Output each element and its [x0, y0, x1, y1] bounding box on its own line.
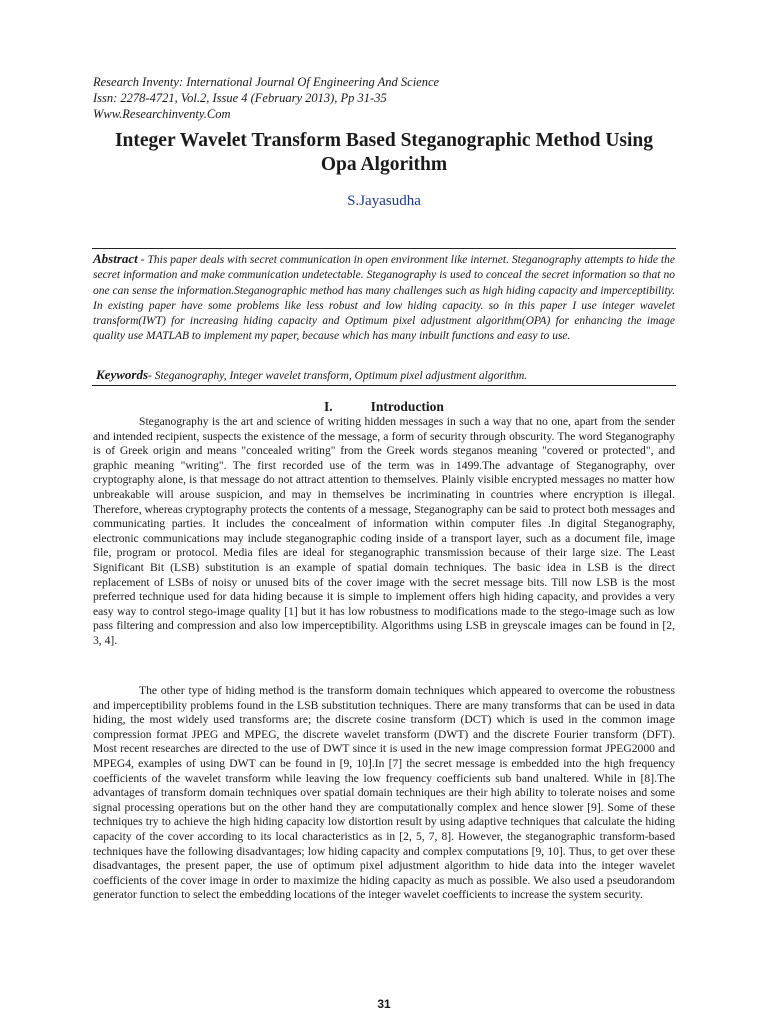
abstract-text: - This paper deals with secret communication in open environment like internet. Steganography attempts to hide the secret information and make communication undetectable. Steganography is used to conceal the secret information so that no one can sense the information.Steganographic method has many challenges such as high hiding capacity and imperceptibility. In existing paper have some problems like less robust and low hiding capacity. so in this paper I use integer wavelet transform(IWT) for increasing hiding capacity and Optimum pixel adjustment algorithm(OPA) for enhancing the image quality use MATLAB to implement my paper, because which has many inbuilt functions and easy to use.	[93, 254, 675, 343]
paragraph-text: The other type of hiding method is the transform domain techniques which appeared to overcome the robustness and imperceptibility problems found in the LSB substitution techniques. There are many transforms that can be used in data hiding, the most widely used transforms are; the discrete cosine transform (DCT) which is used in the common image compression format JPEG and MPEG, the discrete wavelet transform (DWT) and the discrete Fourier transform (DFT). Most recent researches are directed to the use of DWT since it is used in the new image compression format JPEG2000 and MPEG4, examples of using DWT can be found in [9, 10].In [7] the secret message is embedded into the high frequency coefficients of the wavelet transform while leaving the low frequency coefficients sub band unaltered. While in [8].The advantages of transform domain techniques over spatial domain techniques are their high ability to tolerate noises and some signal processing operations but on the other hand they are computationally complex and hence slower [9]. Some of these techniques try to achieve the high hiding capacity low distortion result by using adaptive techniques that calculate the hiding capacity of the cover according to its local characteristics as in [2, 5, 7, 8]. However, the steganographic transform-based techniques have the following disadvantages; low hiding capacity and complex computations [9, 10]. Thus, to get over these disadvantages, the present paper, the use of optimum pixel adjustment algorithm to hide data into the integer wavelet coefficients of the cover image in order to maximize the hiding capacity as much as possible. We also used a pseudorandom generator function to select the embedding locations of the integer wavelet coefficients to increase the system security.	[93, 684, 675, 902]
keywords	[96, 367, 676, 383]
paper-title	[80, 129, 688, 177]
journal-name: Research Inventy: International Journal Of Engineering And Science	[93, 75, 440, 89]
abstract	[93, 251, 675, 345]
journal-website: Www.Researchinventy.Com	[93, 107, 231, 121]
journal-header	[93, 74, 693, 122]
keywords-label: Keywords	[96, 367, 148, 382]
abstract-label: Abstract	[93, 251, 138, 266]
paragraph-text: Steganography is the art and science of writing hidden messages in such a way that no one, apart from the sender and intended recipient, suspects the existence of the message, a form of security through obscurity. The word Steganography is of Greek origin and means "concealed writing" from the Greek words steganos meaning "covered or protected", and graphic meaning "writing". The first recorded use of the term was in 1499.The advantage of Steganography, over cryptography alone, is that message do not attract attention to themselves. Plainly visible encrypted messages no matter how unbreakable will arouse suspicion, and may in themselves be incriminating in countries where encryption is illegal. Therefore, whereas cryptography protects the contents of a message, Steganography can be said to protect both messages and communicating parties. It includes the concealment of information within computer files .In digital Steganography, electronic communications may include steganographic coding inside of a transport layer, such as a document file, image file, program or protocol. Media files are ideal for steganographic transmission because of their large size. The Least Significant Bit (LSB) substitution is an example of spatial domain techniques. The basic idea in LSB is the direct replacement of LSBs of noisy or unused bits of the cover image with the secret message bits. Till now LSB is the most preferred technique used for data hiding because it is simple to implement offers high hiding capacity, and provides a very easy way to control stego-image quality [1] but it has low robustness to modifications made to the stego-image such as low pass filtering and compression and also low imperceptibility. Algorithms using LSB in greyscale images can be found in [2, 3, 4].	[93, 415, 675, 647]
body-paragraph-2	[93, 684, 675, 903]
author-name: S.Jayasudha	[347, 193, 421, 209]
page-number: 31	[377, 997, 391, 1011]
keywords-text: - Steganography, Integer wavelet transform, Optimum pixel adjustment algorithm.	[148, 370, 528, 382]
keywords-bottom-rule	[92, 385, 676, 386]
abstract-top-rule	[92, 248, 676, 249]
title-line-1: Integer Wavelet Transform Based Steganographic Method Using	[114, 130, 654, 151]
body-paragraph-1	[93, 415, 675, 649]
journal-issue: Issn: 2278-4721, Vol.2, Issue 4 (February 2013), Pp 31-35	[93, 91, 387, 105]
section-heading	[93, 399, 675, 415]
section-title: Introduction	[370, 399, 444, 414]
section-number: I.	[324, 399, 333, 414]
title-line-2: Opa Algorithm	[320, 154, 448, 175]
